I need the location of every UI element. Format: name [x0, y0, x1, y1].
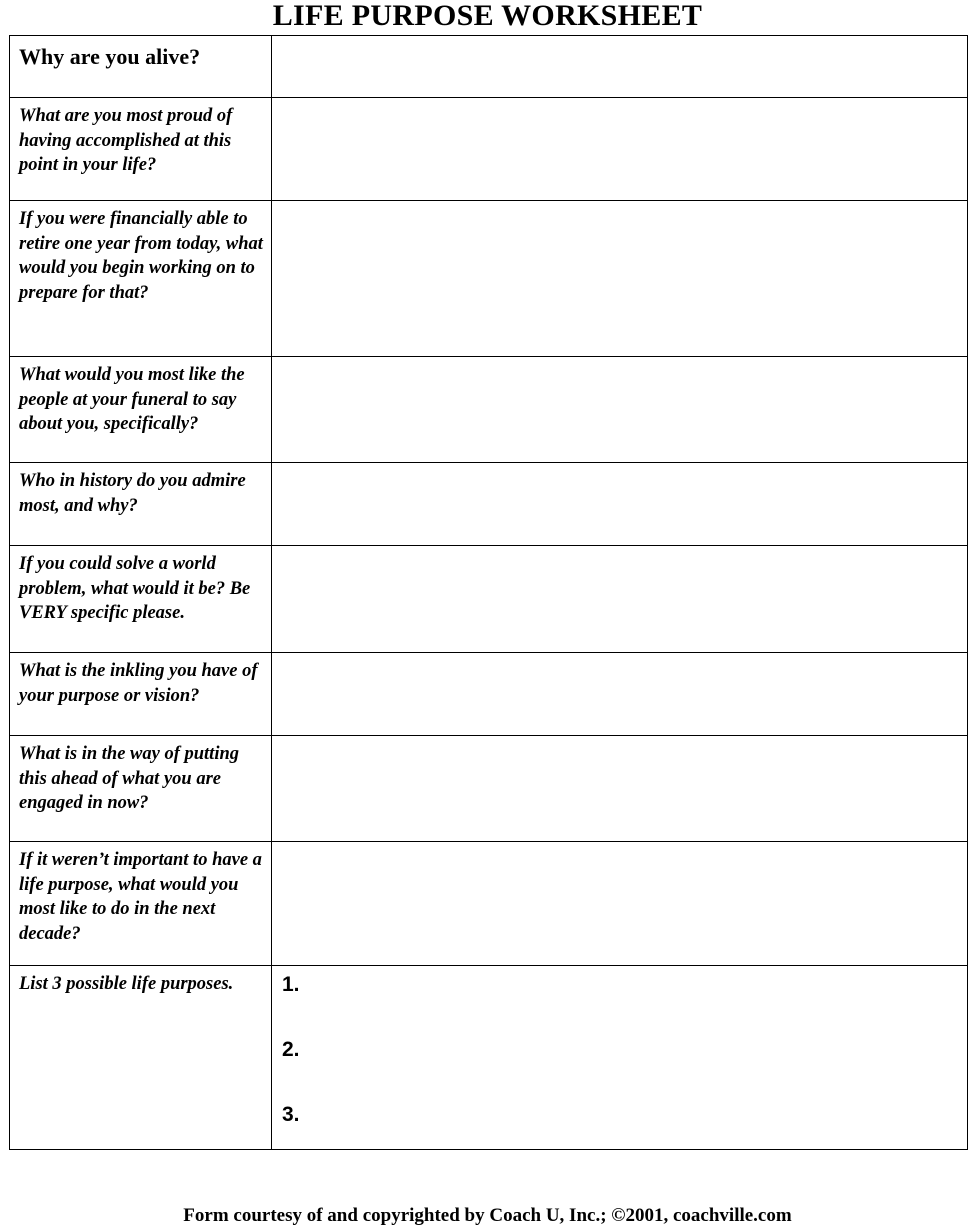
- question-label: Why are you alive?: [19, 44, 201, 69]
- numbered-list: [272, 966, 967, 1125]
- question-cell: [10, 357, 272, 463]
- question-label: If it weren’t important to have a life purpose, what would you most like to do in the next decade?: [19, 850, 262, 944]
- question-cell: [10, 736, 272, 842]
- question-cell: [10, 98, 272, 201]
- question-cell: [10, 966, 272, 1150]
- answer-field[interactable]: [272, 736, 968, 842]
- question-cell: [10, 201, 272, 357]
- question-label: What is in the way of putting this ahead of what you are engaged in now?: [19, 744, 239, 813]
- question-label: Who in history do you admire most, and why?: [19, 471, 246, 516]
- answer-field[interactable]: [272, 36, 968, 98]
- answer-field[interactable]: [272, 201, 968, 357]
- question-cell: [10, 842, 272, 966]
- question-label: If you could solve a world problem, what would it be? Be VERY specific please.: [19, 554, 251, 623]
- question-cell: [10, 36, 272, 98]
- question-label: What would you most like the people at your funeral to say about you, specifically?: [19, 365, 245, 434]
- question-label: List 3 possible life purposes.: [19, 974, 234, 994]
- question-label: What are you most proud of having accomplished at this point in your life?: [19, 106, 233, 175]
- page-title: LIFE PURPOSE WORKSHEET: [272, 0, 703, 32]
- answer-field[interactable]: [272, 653, 968, 736]
- answer-field[interactable]: [272, 98, 968, 201]
- table-row: [10, 463, 968, 546]
- list-item[interactable]: 2.: [282, 1038, 300, 1061]
- table-row: [10, 653, 968, 736]
- answer-field-list[interactable]: [272, 966, 968, 1150]
- table-row: [10, 36, 968, 98]
- answer-field[interactable]: [272, 463, 968, 546]
- life-purpose-worksheet-table: [9, 35, 968, 1150]
- table-row: [10, 966, 968, 1150]
- question-cell: [10, 463, 272, 546]
- table-row: [10, 98, 968, 201]
- table-row: [10, 736, 968, 842]
- copyright-footer: Form courtesy of and copyrighted by Coach U, Inc.; ©2001, coachville.com: [183, 1205, 792, 1226]
- answer-field[interactable]: [272, 546, 968, 653]
- list-item[interactable]: 1.: [282, 973, 300, 996]
- question-cell: [10, 653, 272, 736]
- table-row: [10, 546, 968, 653]
- list-item[interactable]: 3.: [282, 1103, 300, 1126]
- question-cell: [10, 546, 272, 653]
- question-label: If you were financially able to retire one year from today, what would you begin working on to prepare for that?: [19, 209, 263, 303]
- answer-field[interactable]: [272, 357, 968, 463]
- answer-field[interactable]: [272, 842, 968, 966]
- question-label: What is the inkling you have of your purpose or vision?: [19, 661, 258, 706]
- table-row: [10, 357, 968, 463]
- table-row: [10, 842, 968, 966]
- table-row: [10, 201, 968, 357]
